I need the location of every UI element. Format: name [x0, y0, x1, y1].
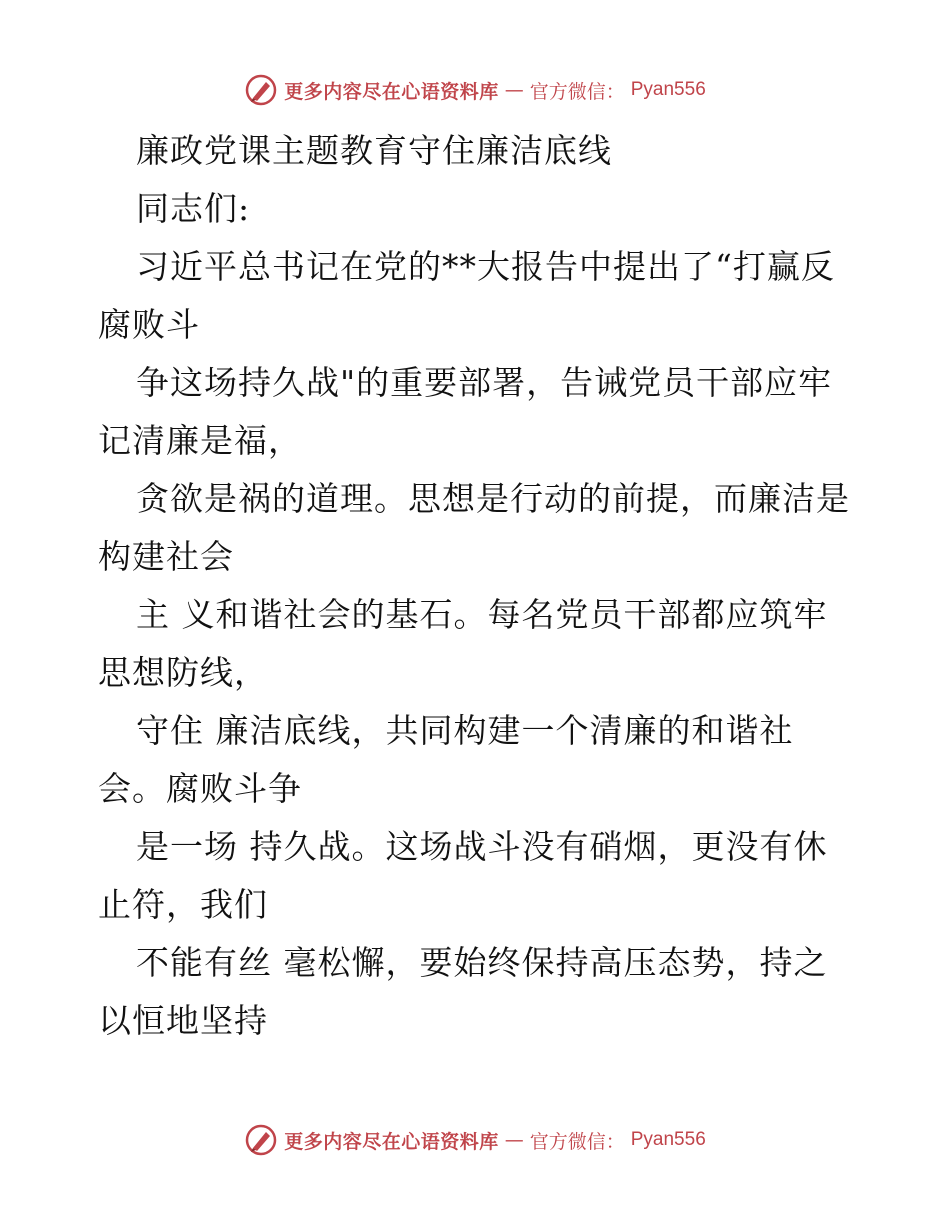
paragraph-line: 止符，我们	[98, 885, 268, 924]
banner-wechat-label: 官方微信：	[529, 1130, 625, 1153]
paragraph-line: 构建社会	[98, 537, 234, 576]
paragraph-line: 会。腐败斗争	[98, 769, 302, 808]
paragraph-line: 贪欲是祸的道理。思想是行动的前提，而廉洁是	[136, 479, 850, 518]
banner-wechat-id: Pyan556	[630, 79, 706, 100]
banner-separator: —	[504, 1129, 524, 1151]
paragraph-line: 争这场持久战"的重要部署，告诫党员干部应牢	[136, 363, 833, 402]
salutation: 同志们:	[136, 189, 251, 228]
banner-main-text: 更多内容尽在心语资料库	[284, 80, 499, 103]
pen-logo-icon	[244, 1123, 278, 1157]
banner-separator: —	[504, 79, 524, 101]
banner-main-text: 更多内容尽在心语资料库	[284, 1130, 499, 1153]
paragraph-line: 是一场 持久战。这场战斗没有硝烟，更没有休	[136, 827, 828, 866]
paragraph-line: 思想防线，	[98, 653, 268, 692]
header-watermark-banner	[0, 70, 950, 110]
paragraph-line: 记清廉是福，	[98, 421, 302, 460]
banner-wechat-label: 官方微信：	[529, 80, 625, 103]
banner-wechat-id: Pyan556	[630, 1129, 706, 1150]
paragraph-line: 习近平总书记在党的**大报告中提出了“打赢反	[136, 247, 835, 286]
paragraph-line: 守住 廉洁底线，共同构建一个清廉的和谐社	[136, 711, 794, 750]
paragraph-line: 不能有丝 毫松懈，要始终保持高压态势，持之	[136, 943, 828, 982]
paragraph-line: 腐败斗	[98, 305, 200, 344]
paragraph-line: 以恒地坚持	[98, 1001, 268, 1040]
document-title: 廉政党课主题教育守住廉洁底线	[136, 131, 612, 170]
footer-watermark-banner	[0, 1120, 950, 1160]
document-body	[98, 122, 888, 1050]
paragraph-line: 主 义和谐社会的基石。每名党员干部都应筑牢	[136, 595, 828, 634]
pen-logo-icon	[244, 73, 278, 107]
